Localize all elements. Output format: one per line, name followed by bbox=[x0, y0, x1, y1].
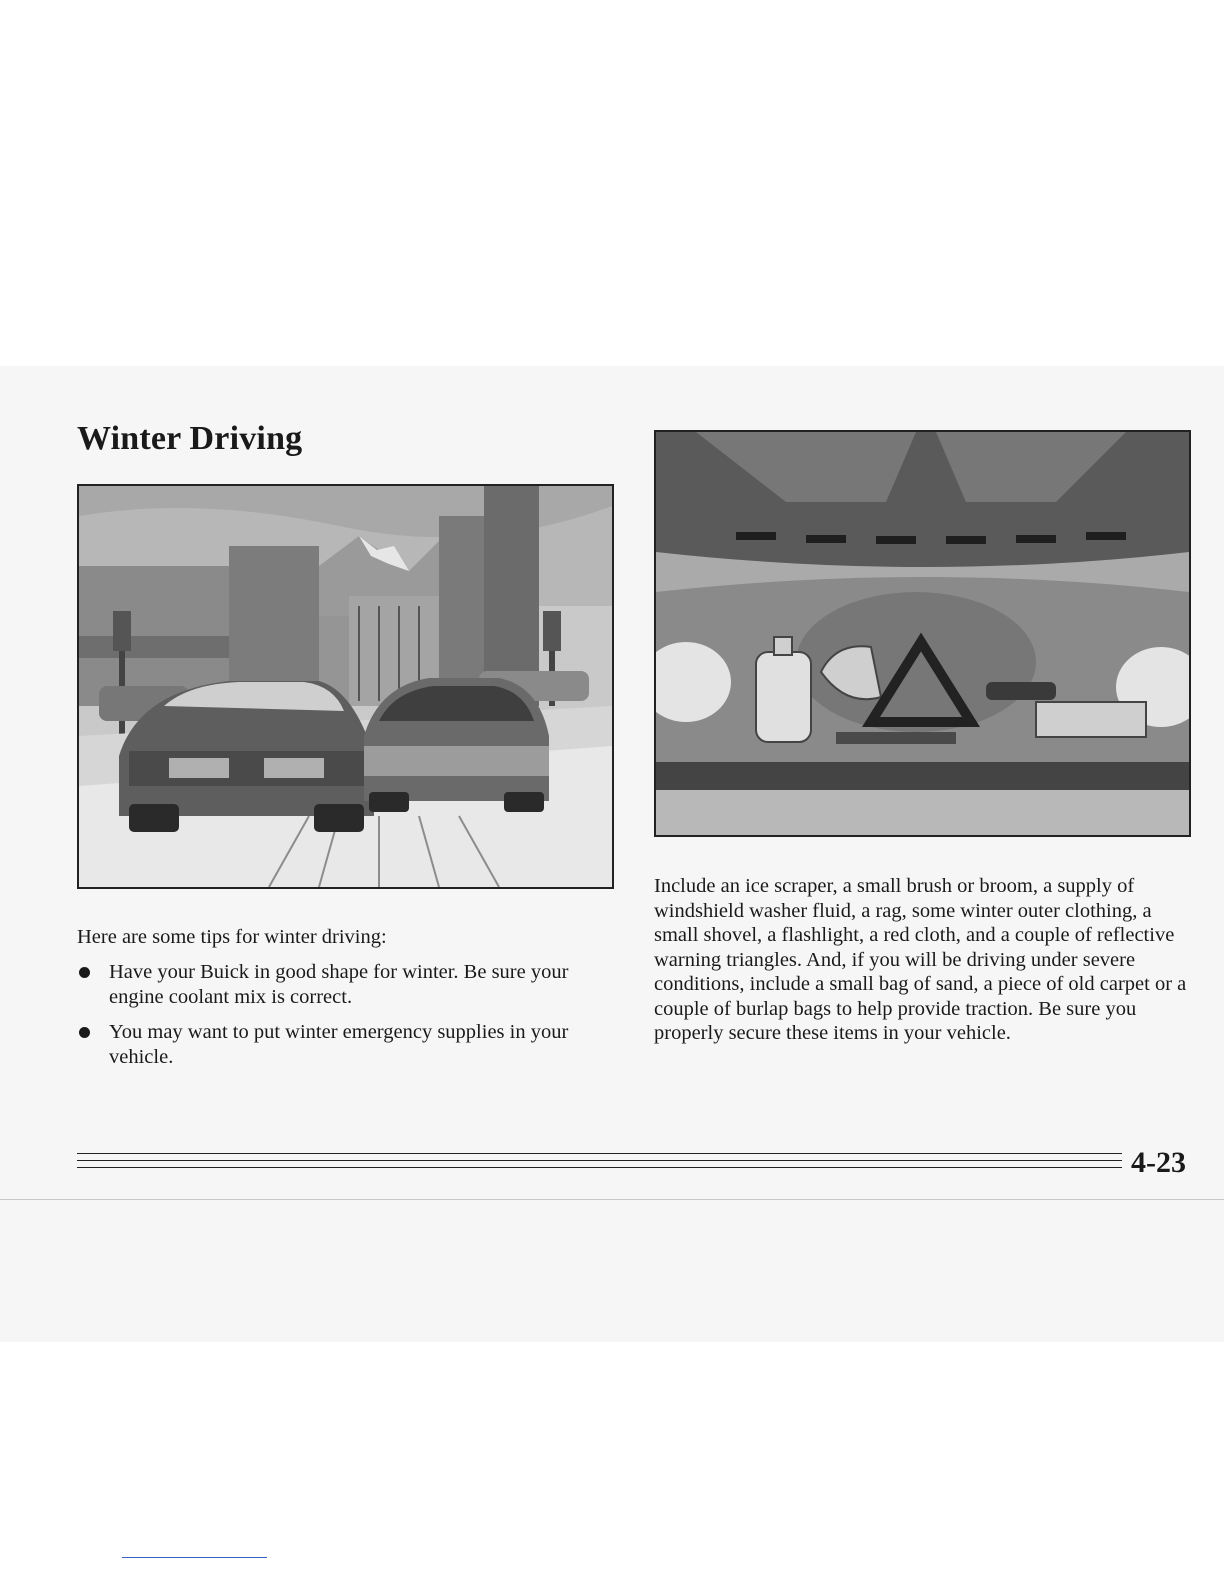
list-item bbox=[77, 960, 597, 1009]
winter-street-illustration bbox=[77, 484, 614, 889]
page-title: Winter Driving bbox=[77, 420, 303, 457]
tip-text: Have your Buick in good shape for winter. Be sure your engine coolant mix is correct. bbox=[109, 961, 569, 1008]
list-item bbox=[77, 1020, 597, 1069]
intro-text: Here are some tips for winter driving: bbox=[77, 926, 387, 948]
footer-rule-middle bbox=[77, 1160, 1122, 1161]
page-number: 4-23 bbox=[1131, 1146, 1186, 1179]
supplies-paragraph: Include an ice scraper, a small brush or broom, a supply of windshield washer fluid, a rag, some winter outer clothing, a small shovel, a flashlight, a red cloth, and a couple of reflective warning triangles. And, if you will be driving under severe conditions, include a small bag of sand, a piece of old carpet or a couple of burlap bags to help provide traction. Be sure you properly secure these items in your vehicle. bbox=[654, 875, 1187, 1044]
tips-list bbox=[77, 960, 597, 1080]
tip-text: You may want to put winter emergency supplies in your vehicle. bbox=[109, 1021, 569, 1068]
divider bbox=[0, 1199, 1224, 1200]
bullet-icon bbox=[79, 1027, 90, 1038]
footer-rule-top bbox=[77, 1153, 1122, 1154]
footer-link-line bbox=[122, 1557, 267, 1558]
trunk-supplies-illustration bbox=[654, 430, 1191, 837]
footer-rule-bottom bbox=[77, 1167, 1122, 1168]
bullet-icon bbox=[79, 967, 90, 978]
